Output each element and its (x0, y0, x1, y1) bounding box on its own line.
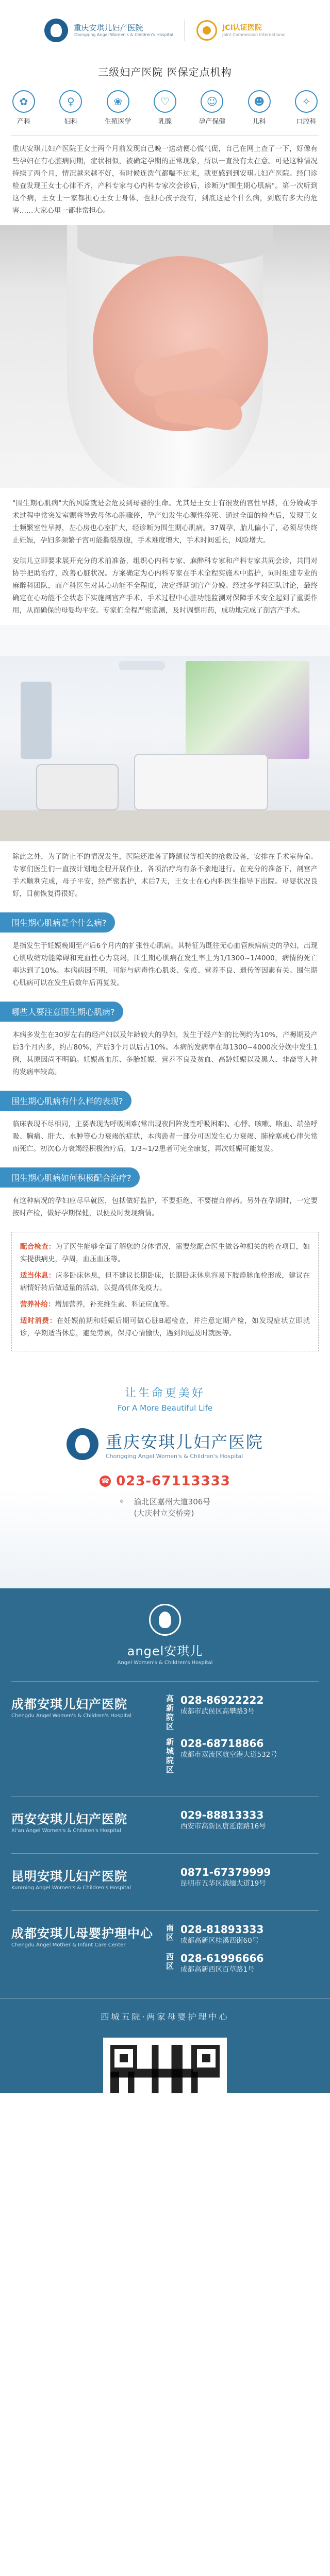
department-label: 妇科 (64, 118, 78, 126)
cq-name: 重庆安琪儿妇产医院 (105, 1432, 263, 1452)
branch-tag (166, 1866, 176, 1889)
branch-tag (166, 1809, 176, 1832)
tips-box (11, 1232, 319, 1351)
cq-en: Chongqing Angel Women's & Children's Hospital (105, 1452, 243, 1460)
cq-address-line1: 渝北区嘉州大道306号 (134, 1497, 211, 1506)
phone-icon: ☎ (100, 1476, 111, 1487)
section-heading: 围生期心肌病如何积极配合治疗? (0, 1167, 140, 1188)
department-item[interactable] (195, 90, 228, 126)
jci-cn: JCI认证医院 (222, 23, 262, 32)
cq-address (134, 1496, 211, 1519)
branch-item (166, 1866, 319, 1889)
section-2 (0, 989, 330, 1078)
slogan-cn: 让生命更美好 (124, 1387, 205, 1400)
location-pin-icon: ⌖ (119, 1496, 124, 1506)
hospital-name-block (11, 1694, 166, 1781)
hospital-en: Chengdu Angel Women's & Children's Hospital (11, 1713, 131, 1719)
qr-code[interactable] (103, 2038, 227, 2093)
hospital-branches (166, 1866, 319, 1895)
hospital-name: 成都安琪儿妇产医院 (11, 1697, 127, 1711)
department-label: 儿科 (252, 118, 266, 126)
branch-tag: 新城院区 (166, 1737, 174, 1774)
child-icon: ☻ (248, 90, 271, 113)
branch-address: 成都市武侯区高攀路3号 (180, 1707, 255, 1716)
hospital-block (11, 1910, 319, 1981)
hospital-name: 昆明安琪儿妇产医院 (11, 1869, 127, 1884)
section-body: 是指发生于妊娠晚期至产后6个月内的扩张性心肌病。其特征为既往无心血管疾病病史的孕妇，出现心肌收缩功能障碍和充血性心力衰竭，围生期心肌病在发生率上为1/1300~1/4000，病情的死亡率达到了10%。本病病因不明，可能与病毒性心肌炎、免疫、营养不良、遗传等因素有关。围生期心肌病可以在发生后数年后再复发。 (12, 942, 318, 987)
mother-icon: ☺ (201, 90, 223, 113)
tip-item (20, 1269, 310, 1294)
hospital-name-block (11, 1809, 166, 1838)
department-item[interactable] (54, 90, 87, 126)
branch-info (180, 1866, 319, 1889)
section-4 (0, 1155, 330, 1219)
branch-info (180, 1923, 319, 1946)
department-item[interactable] (243, 90, 276, 126)
ward-floor (0, 810, 330, 841)
hospital-block (11, 1681, 319, 1781)
section-3 (0, 1078, 330, 1155)
hospital-logo-icon (44, 19, 68, 42)
branch-tag: 南区 (166, 1923, 174, 1942)
branch-tag: 高新院区 (166, 1694, 174, 1731)
hospital-logo[interactable] (44, 19, 173, 42)
ward-ceiling (0, 625, 330, 656)
ward-wall-art (186, 661, 309, 759)
section-heading: 围生期心肌病是个什么病? (0, 912, 115, 933)
tagline: 三级妇产医院 医保定点机构 (98, 66, 232, 78)
hospital-name-block (11, 1866, 166, 1895)
qr-code-pattern (110, 2045, 220, 2093)
stroller-icon: ✿ (12, 90, 35, 113)
angel-sub: Angel Women's & Children's Hospital (117, 1660, 213, 1666)
jci-text (222, 24, 286, 37)
ward-bed (134, 754, 268, 810)
tip-text: 为了医生能够全面了解您的身体情况，需要您配合医生做各种相关的检查项目，如实提供病史，孕周，血压血压等。 (20, 1243, 310, 1263)
hospital-en: Chengdu Angel Mother & Infant Care Center (11, 1942, 126, 1948)
hospital-name-block (11, 1923, 166, 1981)
logo-en: Chongqing Angel Women's & Children's Hospital (73, 32, 173, 38)
department-label: 乳腺 (158, 118, 172, 126)
branch-item (166, 1737, 319, 1774)
hospital-en: Xi'an Angel Women's & Children's Hospital (11, 1828, 121, 1834)
tip-text: 增加营养，补充维生素、科证应血等。 (55, 1300, 173, 1309)
branch-address: 成都市双流区航空港大道532号 (180, 1751, 277, 1759)
branch-phone[interactable]: 029-88813333 (180, 1809, 264, 1821)
branch-info (180, 1952, 319, 1975)
branch-item (166, 1694, 319, 1731)
section-body: 有这种病况的孕妇应尽早就医，包括做好监护，不要拒绝、不要擅自停药。另外在孕期时，一定要按时产检，做好孕期保健，以便及时发现病情。 (12, 1197, 318, 1217)
branch-address: 昆明市五华区滇缅大道19号 (180, 1879, 266, 1888)
qr-corner-icon (110, 2045, 137, 2072)
branch-phone[interactable]: 028-81893333 (180, 1923, 264, 1936)
tip-item (20, 1241, 310, 1265)
branch-address: 成都高新区桂溪西街60号 (180, 1937, 259, 1945)
treatment-paragraph: 安琪儿立即要求展开充分的术前准备，组织心内科专家、麻醉科专家和产科专家共同会诊，共同对协手把助治疗，改善心脏状况。方案确定为心内科专家在手术全程实施术中监护，同时组建专业的麻醉科团队，而产科医生对其心功能不全程度，决定择期剖宫产分娩。经过多学科团队讨论，最终确定在心功能不全状态下实施剖宫产手术，手术过程中心脏功能监测对保障手术安全起到了重要作用，从而确保的母婴均平安。专家们全程严密监测，及时调整用药，成功地完成了剖宫产手术。 (12, 557, 318, 615)
cq-address-row (0, 1496, 330, 1519)
female-icon: ♀ (59, 90, 82, 113)
section-body: 临床表现不尽相同，主要表现为呼吸困难(常出现夜间阵发性呼吸困难)、心悸、咳嗽、咯血、端坐呼吸、胸痛、肝大、水肿等心力衰竭的症状，本病患者一部分可因发生心力衰竭、肺栓塞或心律失常而死亡。初次心力衰竭经积极治疗后，1/3~1/2患者可完全康复，再次妊娠可能复发。 (12, 1120, 318, 1153)
heart-icon: ♡ (154, 90, 176, 113)
contact-section (0, 1367, 330, 2093)
hospital-name: 西安安琪儿妇产医院 (11, 1812, 127, 1826)
tip-label: 适当休息： (20, 1272, 56, 1280)
cq-address-line2: (大庆村立交桥旁) (134, 1509, 194, 1518)
branch-item (166, 1923, 319, 1946)
slogan-en: For A More Beautiful Life (117, 1403, 213, 1413)
intro-paragraph: 重庆安琪儿妇产医院王女士两个月前发现自己晚一送动便心慌气促，自己在网上查了一下，好像有些孕妇在有心脏病同期，症状相似，被确定孕期的正常现象，所以一直没有太在意。可是这种情况持续了两个月，情况越来越不好，有时候连洗气都喘不过来，就更感到到安琪儿妇产医院。经门诊检查发现王女士心律不齐，产科专家与心内科专家次会诊后，诊断为"围生期心肌病"。第一次听到这个病，王女士一家都担心王女士身体，也担心孩子没有，到底这是个什么病，到底有多大的危害……大家心里一都非常担心。 (12, 145, 318, 215)
angel-logo (0, 1588, 330, 1666)
tip-item (20, 1298, 310, 1311)
branch-info (180, 1694, 319, 1731)
branch-info (180, 1809, 319, 1832)
cq-logo-icon (67, 1428, 98, 1460)
risk-paragraph: "围生期心肌病"大的风险就是会危及到母婴的生命。尤其是王女士有很发的宫性早搏，在分娩或手术过程中常突发室颤将导致母体心脏骤停，孕产妇发生心源性猝死。通过全面的检查后，发现王女士频繁室性早搏，左心房也心室扩大，经诊断为围生期心肌病。37周孕，胎儿偏小了，必须尽快终止妊娠，孕妇多频繁子宫可能撕裂剖腹，手术难度增大，手术时间延长，风险增大。 (12, 499, 318, 545)
branch-phone[interactable]: 028-61996666 (180, 1952, 264, 1964)
department-label: 生殖医学 (104, 118, 131, 126)
tooth-icon: ✧ (295, 90, 318, 113)
department-label: 产科 (16, 118, 30, 126)
angel-logo-icon (149, 1604, 181, 1636)
hospital-list (0, 1681, 330, 1981)
ward-bed-small (36, 764, 119, 810)
hospital-logo-text (73, 23, 173, 38)
branch-phone[interactable]: 028-68718866 (180, 1737, 264, 1750)
tip-label: 配合检查： (20, 1243, 56, 1251)
cq-hospital-logo (0, 1428, 330, 1460)
hospital-block (11, 1853, 319, 1895)
ward-equipment (21, 682, 52, 759)
tip-item (20, 1315, 310, 1340)
branch-address: 成都高新西区百草路1号 (180, 1965, 255, 1974)
branch-phone[interactable]: 0871-67379999 (180, 1866, 271, 1878)
hospital-ward-photo (0, 625, 330, 841)
cq-phone[interactable]: 023-67113333 (116, 1473, 230, 1489)
hospital-branches (166, 1694, 319, 1781)
branch-item (166, 1952, 319, 1975)
branch-phone[interactable]: 028-86922222 (180, 1694, 264, 1706)
hospital-en: Kunming Angel Women's & Children's Hospital (11, 1885, 131, 1891)
department-row (0, 79, 330, 126)
hospital-block (11, 1796, 319, 1838)
cq-phone-row[interactable] (0, 1473, 330, 1489)
section-heading: 哪些人要注意围生期心肌病? (0, 1002, 123, 1022)
branch-info (180, 1737, 319, 1774)
tip-label: 营养补给： (20, 1300, 55, 1309)
pregnant-belly-photo (0, 225, 330, 488)
tip-label: 适时消费： (20, 1317, 57, 1325)
jci-icon (196, 20, 217, 41)
department-item[interactable] (7, 90, 40, 126)
jci-badge (196, 20, 286, 41)
branch-address: 西安市高新区唐延南路16号 (180, 1822, 266, 1831)
logo-cn: 重庆安琪儿妇产医院 (73, 23, 143, 32)
ward-lamp (119, 661, 165, 670)
department-item[interactable] (290, 90, 323, 126)
tip-text: 应多卧床休息，但不建议长期卧床，长期卧床休息容易下肢静脉血栓形成，建议在病情好转后做适量的活动，以提高机体免疫力。 (20, 1272, 310, 1292)
hospital-branches (166, 1923, 319, 1981)
hospital-branches (166, 1809, 319, 1838)
outcome-paragraph: 除此之外，为了防止不的情况发生，医院还准备了降额仪等相关的抢救设备，安排在手术室待命。专家们医生们一直按计划地全程开展作业，各项治疗均有条不紊地进行。在充分的准备下，剖宫产手术顺利完成，母子平安，经严密监护，术后7天，王女士在心内科医生指导下出院。母婴状况良好，目前恢复得很好。 (12, 853, 318, 898)
contact-top (0, 1367, 330, 1588)
footer-slogan: 四城五院·两家母婴护理中心 (0, 1998, 330, 2022)
branch-tag: 西区 (166, 1952, 174, 1971)
qr-corner-icon (193, 2045, 220, 2072)
hospital-name: 成都安琪儿母婴护理中心 (11, 1926, 153, 1941)
section-heading: 围生期心肌病有什么样的表现? (0, 1091, 131, 1111)
header (0, 0, 330, 61)
department-item[interactable] (148, 90, 182, 126)
jci-en: Joint Commission International (222, 32, 286, 37)
angel-name: angel安琪儿 (127, 1644, 203, 1658)
department-label: 口腔科 (296, 118, 317, 126)
tip-text: 在妊娠前期和妊娠后期可做心脏B超检查，并注意定期产检，如发现症状立即就诊，孕期适当休息，避免劳累，保持心情愉快，遇到问题及时就医等。 (20, 1317, 310, 1337)
section-body: 本病多发生在30岁左右的经产妇以及年龄较大的孕妇，发生于经产妇的比例约为10%，产褥期及产后3个月内多，约占80%，产后3个月以后占10%。本病的发病率在每1300~4000次分娩中发生1例，其原因尚不明确。妊娠高血压、多胎妊娠、营养不良及贫血、高龄妊娠以及黑人、非裔等人种的发病率较高。 (12, 1031, 318, 1076)
section-1 (0, 900, 330, 989)
department-item[interactable] (102, 90, 135, 126)
department-label: 孕产保健 (199, 118, 226, 126)
fertility-icon: ❀ (107, 90, 129, 113)
branch-item (166, 1809, 319, 1832)
